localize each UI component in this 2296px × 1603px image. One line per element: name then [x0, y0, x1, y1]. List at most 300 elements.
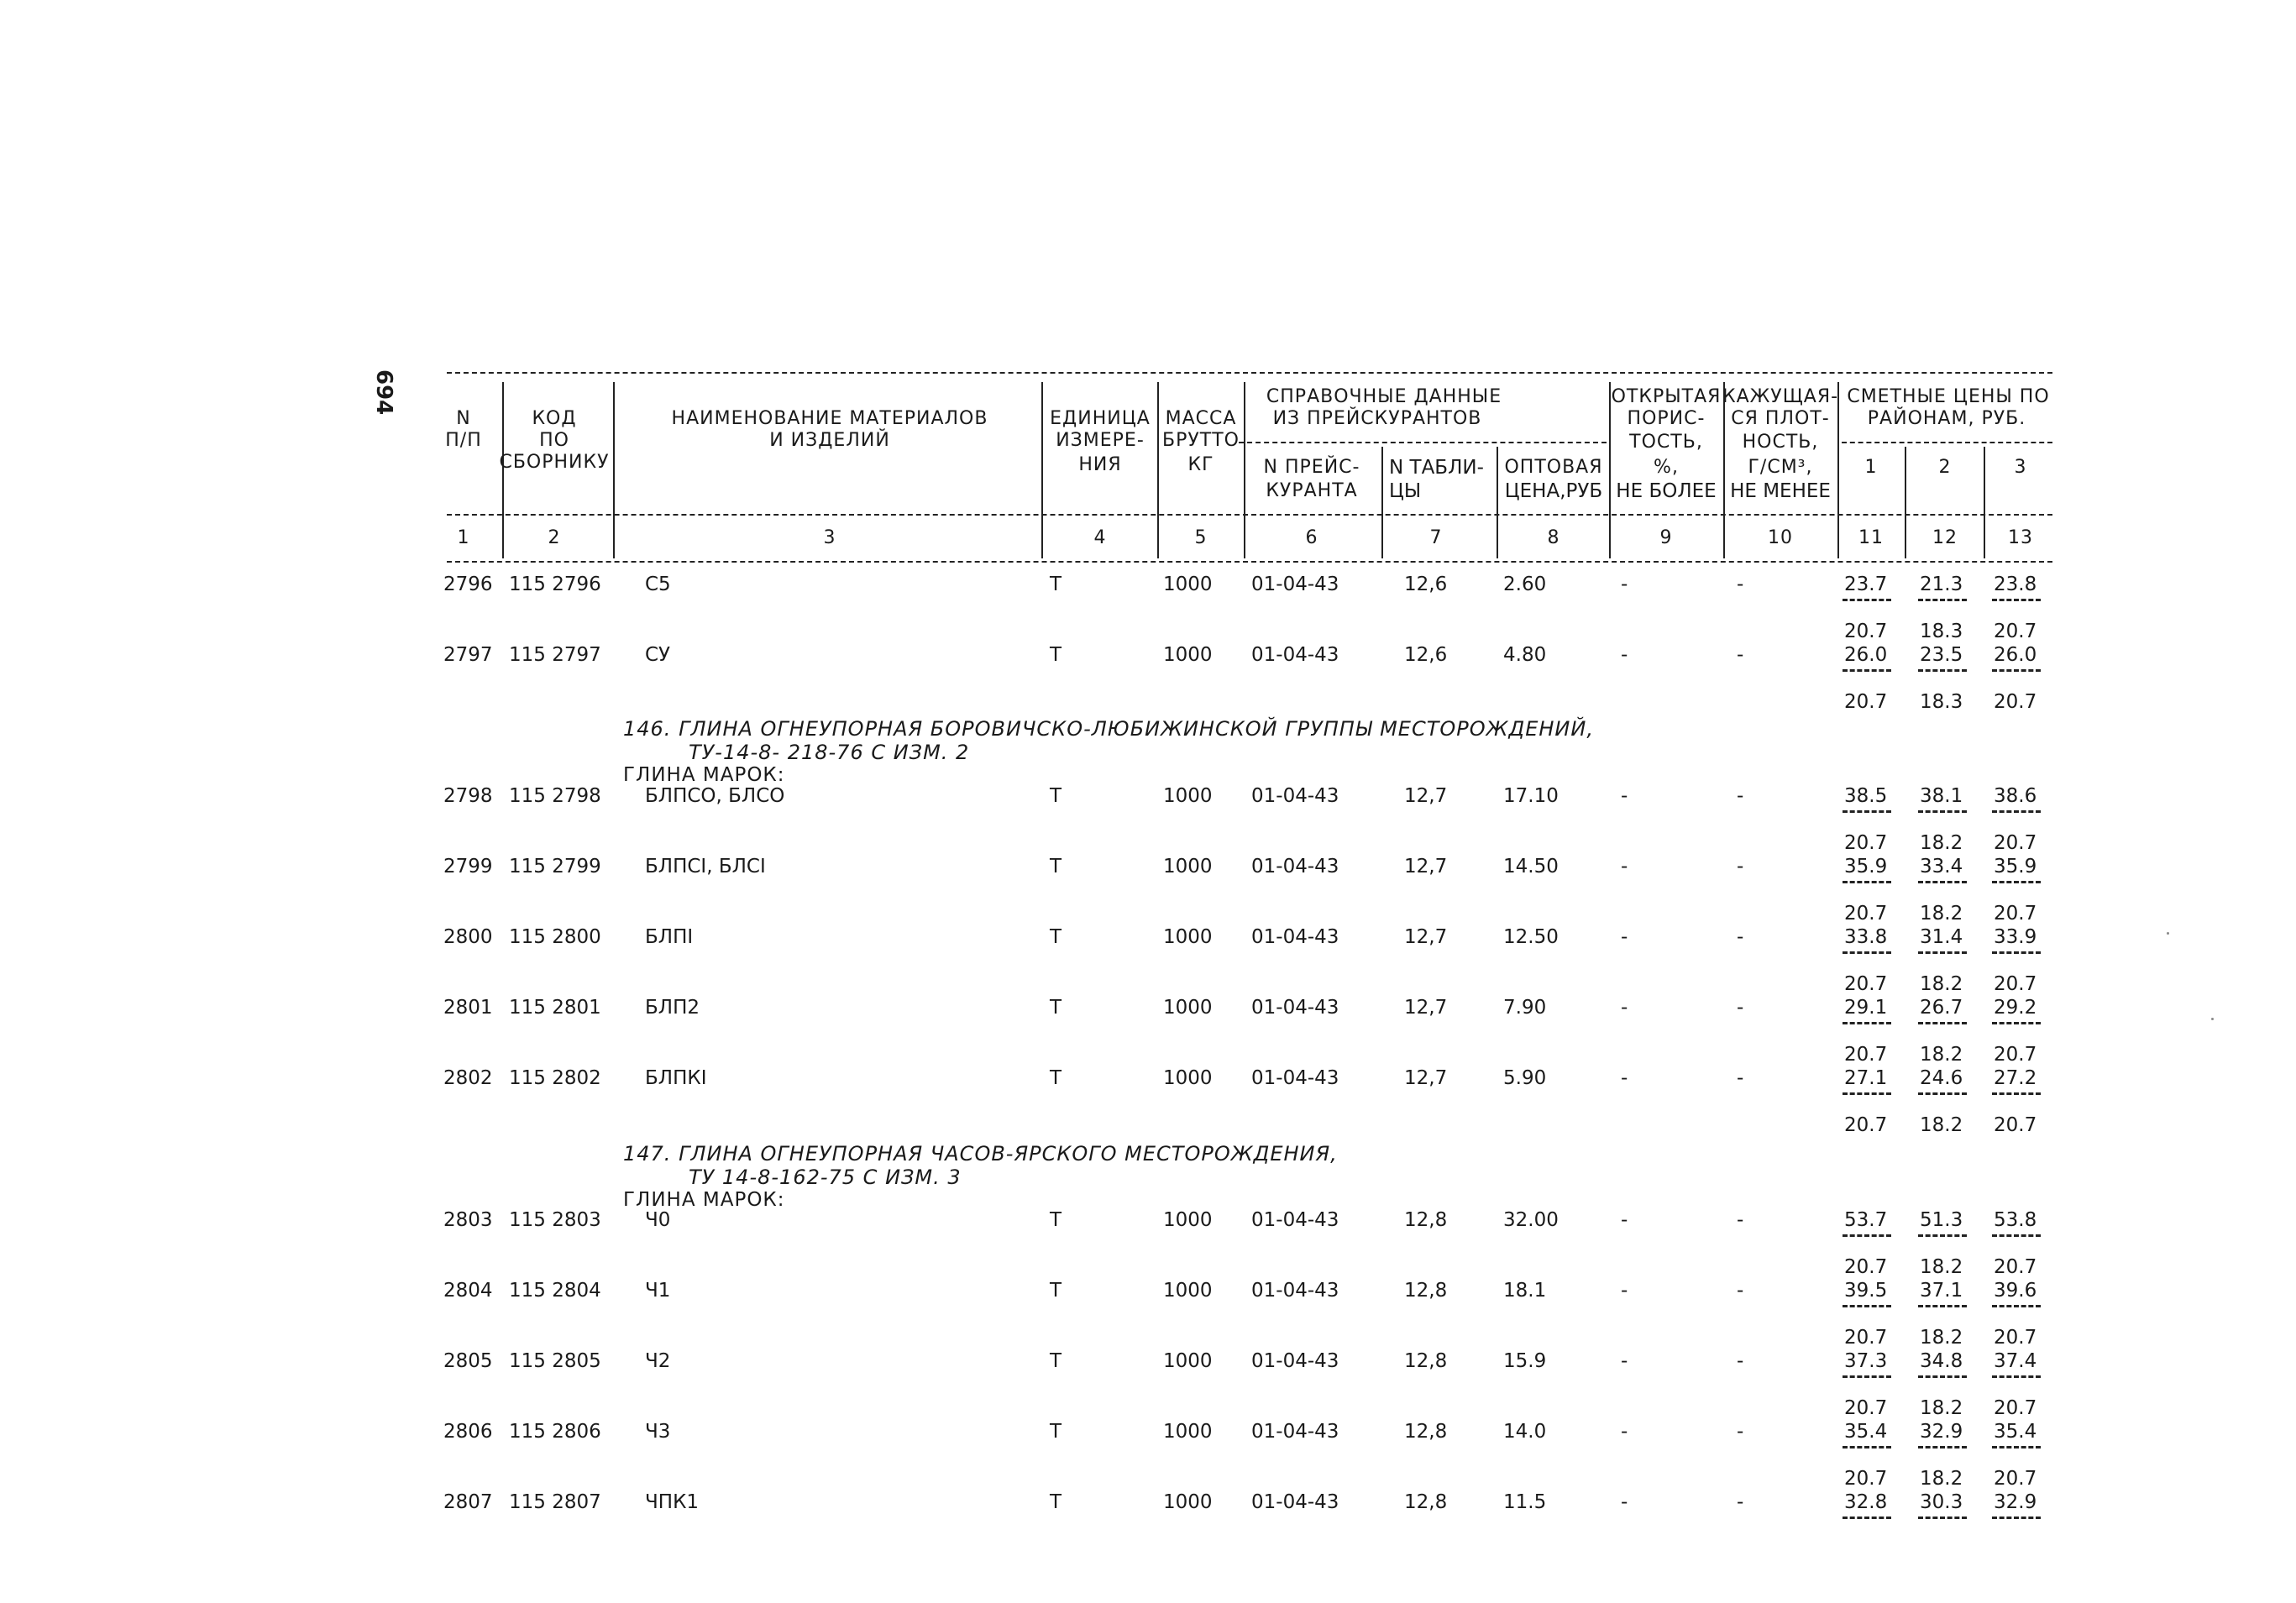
header-region-3: 3 [2014, 457, 2027, 478]
row-price-region-2: 34.8 [1920, 1350, 1963, 1372]
row-unit: Т [1050, 1491, 1062, 1513]
col-number-2: 2 [548, 527, 561, 548]
row-number: 2799 [443, 856, 493, 877]
row-transport-region-2: 18.2 [1920, 1327, 1963, 1349]
header-price-group: СМЕТНЫЕ ЦЕНЫ ПО [1847, 386, 2050, 407]
row-density: - [1737, 574, 1744, 595]
col-divider [1984, 447, 1985, 558]
header-ref-group-line2: ИЗ ПРЕЙСКУРАНТОВ [1272, 408, 1482, 429]
section-title: 147. ГЛИНА ОГНЕУПОРНАЯ ЧАСОВ-ЯРСКОГО МЕСТОРОЖДЕНИЯ, [623, 1142, 1338, 1166]
row-price-region-3: 39.6 [1994, 1280, 2037, 1302]
fraction-line [1843, 1305, 1891, 1307]
fraction-line [1992, 881, 2041, 883]
col-number-1: 1 [457, 527, 470, 548]
fraction-line [1843, 599, 1891, 601]
row-transport-region-3: 20.7 [1994, 621, 2037, 642]
row-wholesale: 2.60 [1503, 574, 1547, 595]
row-price-region-2: 26.7 [1920, 997, 1963, 1019]
row-name: Ч3 [645, 1421, 671, 1443]
row-porosity: - [1621, 856, 1628, 877]
row-table-no: 12,7 [1404, 785, 1448, 807]
row-density: - [1737, 1209, 1744, 1231]
row-price-region-3: 33.9 [1994, 926, 2037, 948]
row-density: - [1737, 856, 1744, 877]
row-code: 115 2807 [509, 1491, 601, 1513]
row-price-region-2: 32.9 [1920, 1421, 1963, 1443]
col-divider [1497, 447, 1498, 558]
row-price-list: 01-04-43 [1251, 926, 1339, 948]
col-number-4: 4 [1093, 527, 1107, 548]
header-unit: ЕДИНИЦА [1050, 408, 1151, 429]
row-price-list: 01-04-43 [1251, 574, 1339, 595]
col-number-9: 9 [1659, 527, 1673, 548]
row-price-list: 01-04-43 [1251, 997, 1339, 1019]
header-wholesale-line2: ЦЕНА,РУБ [1504, 480, 1603, 502]
row-porosity: - [1621, 644, 1628, 666]
header-porosity-line3: ТОСТЬ, [1629, 432, 1703, 453]
col-number-3: 3 [823, 527, 836, 548]
row-name: Ч0 [645, 1209, 671, 1231]
header-region-2: 2 [1938, 457, 1952, 478]
row-price-region-1: 26.0 [1844, 644, 1888, 666]
page-number: 694 [371, 369, 396, 416]
row-wholesale: 14.0 [1503, 1421, 1547, 1443]
col-divider [1244, 382, 1245, 558]
row-table-no: 12,6 [1404, 644, 1448, 666]
row-price-region-1: 35.4 [1844, 1421, 1888, 1443]
row-price-region-2: 31.4 [1920, 926, 1963, 948]
row-transport-region-2: 18.2 [1920, 1468, 1963, 1490]
fraction-line [1918, 1446, 1967, 1448]
row-density: - [1737, 1491, 1744, 1513]
header-porosity-line2: ПОРИС- [1627, 408, 1706, 429]
row-price-region-2: 33.4 [1920, 856, 1963, 877]
header-mass: МАССА [1165, 408, 1237, 429]
row-mass: 1000 [1163, 1421, 1213, 1443]
header-price-list-line2: КУРАНТА [1266, 480, 1358, 501]
row-unit: Т [1050, 1350, 1062, 1372]
price-group-rule [1842, 442, 2052, 443]
fraction-line [1992, 599, 2041, 601]
row-density: - [1737, 997, 1744, 1019]
row-price-region-3: 32.9 [1994, 1491, 2037, 1513]
row-price-region-1: 38.5 [1844, 785, 1888, 807]
section-heading [623, 719, 1594, 785]
row-transport-region-3: 20.7 [1994, 691, 2037, 713]
row-number: 2800 [443, 926, 493, 948]
header-density-line4: Г/СМ³, [1748, 457, 1813, 478]
row-name: ЧПК1 [645, 1491, 700, 1513]
header-price-group-line2: РАЙОНАМ, РУБ. [1867, 408, 2026, 429]
fraction-line [1918, 1092, 1967, 1095]
row-code: 115 2799 [509, 856, 601, 877]
header-mid-rule [447, 514, 2052, 516]
section-spec: ТУ 14-8-162-75 С ИЗМ. 3 [689, 1166, 962, 1189]
row-porosity: - [1621, 1209, 1628, 1231]
row-code: 115 2798 [509, 785, 601, 807]
row-price-list: 01-04-43 [1251, 1491, 1339, 1513]
col-divider [1837, 382, 1839, 558]
row-code: 115 2797 [509, 644, 601, 666]
row-wholesale: 32.00 [1503, 1209, 1559, 1231]
row-transport-region-1: 20.7 [1844, 903, 1888, 925]
row-price-list: 01-04-43 [1251, 785, 1339, 807]
col-number-11: 11 [1858, 527, 1884, 548]
row-transport-region-3: 20.7 [1994, 973, 2037, 995]
row-porosity: - [1621, 997, 1628, 1019]
row-price-region-3: 37.4 [1994, 1350, 2037, 1372]
row-transport-region-1: 20.7 [1844, 973, 1888, 995]
header-price-list: N ПРЕЙС- [1263, 457, 1360, 478]
scan-speck [2167, 932, 2169, 935]
row-number: 2801 [443, 997, 493, 1019]
row-number: 2804 [443, 1280, 493, 1302]
row-unit: Т [1050, 1067, 1062, 1089]
row-transport-region-2: 18.2 [1920, 1397, 1963, 1419]
header-density: КАЖУЩАЯ- [1722, 386, 1839, 407]
row-price-region-1: 39.5 [1844, 1280, 1888, 1302]
row-price-region-2: 21.3 [1920, 574, 1963, 595]
header-code: КОД [532, 408, 577, 429]
row-table-no: 12,7 [1404, 926, 1448, 948]
fraction-line [1918, 881, 1967, 883]
row-price-region-1: 29.1 [1844, 997, 1888, 1019]
fraction-line [1843, 881, 1891, 883]
section-heading [623, 1144, 1338, 1210]
row-code: 115 2804 [509, 1280, 601, 1302]
header-table-no-line2: ЦЫ [1389, 480, 1422, 502]
row-unit: Т [1050, 997, 1062, 1019]
header-name-line2: И ИЗДЕЛИЙ [769, 430, 890, 451]
row-transport-region-1: 20.7 [1844, 1468, 1888, 1490]
row-wholesale: 5.90 [1503, 1067, 1547, 1089]
section-title: 146. ГЛИНА ОГНЕУПОРНАЯ БОРОВИЧСКО-ЛЮБИЖИНСКОЙ ГРУППЫ МЕСТОРОЖДЕНИЙ, [623, 717, 1594, 741]
fraction-line [1992, 669, 2041, 672]
row-price-region-3: 26.0 [1994, 644, 2037, 666]
row-mass: 1000 [1163, 926, 1213, 948]
row-transport-region-2: 18.2 [1920, 832, 1963, 854]
row-number: 2796 [443, 574, 493, 595]
row-mass: 1000 [1163, 785, 1213, 807]
header-mass-line2: БРУТТО [1162, 430, 1240, 451]
row-wholesale: 18.1 [1503, 1280, 1547, 1302]
scan-speck [2211, 1018, 2214, 1020]
row-name: С5 [645, 574, 671, 595]
row-density: - [1737, 926, 1744, 948]
row-price-list: 01-04-43 [1251, 1421, 1339, 1443]
row-transport-region-3: 20.7 [1994, 1327, 2037, 1349]
row-porosity: - [1621, 785, 1628, 807]
fraction-line [1843, 1375, 1891, 1378]
row-transport-region-1: 20.7 [1844, 691, 1888, 713]
row-transport-region-3: 20.7 [1994, 1044, 2037, 1066]
row-porosity: - [1621, 1280, 1628, 1302]
fraction-line [1992, 1022, 2041, 1024]
col-number-13: 13 [2008, 527, 2033, 548]
header-table-no: N ТАБЛИ- [1389, 457, 1484, 479]
row-wholesale: 12.50 [1503, 926, 1559, 948]
row-table-no: 12,7 [1404, 997, 1448, 1019]
row-name: БЛПКI [645, 1067, 707, 1089]
row-unit: Т [1050, 785, 1062, 807]
header-density-line2: СЯ ПЛОТ- [1731, 408, 1830, 429]
row-mass: 1000 [1163, 1209, 1213, 1231]
row-price-list: 01-04-43 [1251, 1280, 1339, 1302]
row-price-region-3: 38.6 [1994, 785, 2037, 807]
row-transport-region-3: 20.7 [1994, 1468, 2037, 1490]
fraction-line [1918, 1022, 1967, 1024]
row-code: 115 2800 [509, 926, 601, 948]
fraction-line [1843, 951, 1891, 954]
row-name: БЛП2 [645, 997, 700, 1019]
row-price-list: 01-04-43 [1251, 1350, 1339, 1372]
row-table-no: 12,8 [1404, 1491, 1448, 1513]
fraction-line [1843, 1446, 1891, 1448]
row-porosity: - [1621, 1421, 1628, 1443]
fraction-line [1992, 810, 2041, 813]
row-wholesale: 11.5 [1503, 1491, 1547, 1513]
col-number-8: 8 [1547, 527, 1560, 548]
fraction-line [1843, 1517, 1891, 1519]
row-mass: 1000 [1163, 1067, 1213, 1089]
row-transport-region-3: 20.7 [1994, 1114, 2037, 1136]
fraction-line [1918, 669, 1967, 672]
row-name: СУ [645, 644, 671, 666]
row-mass: 1000 [1163, 997, 1213, 1019]
header-density-line3: НОСТЬ, [1742, 432, 1819, 453]
row-code: 115 2803 [509, 1209, 601, 1231]
row-unit: Т [1050, 1280, 1062, 1302]
row-transport-region-2: 18.2 [1920, 973, 1963, 995]
row-price-region-3: 29.2 [1994, 997, 2037, 1019]
row-name: Ч1 [645, 1280, 671, 1302]
row-price-region-1: 32.8 [1844, 1491, 1888, 1513]
col-divider [1905, 447, 1906, 558]
row-transport-region-2: 18.2 [1920, 1114, 1963, 1136]
row-name: БЛПСI, БЛСI [645, 856, 766, 877]
ref-group-rule [1239, 442, 1607, 443]
row-price-region-2: 38.1 [1920, 785, 1963, 807]
fraction-line [1843, 669, 1891, 672]
header-porosity-line4: %, [1654, 457, 1679, 478]
row-transport-region-3: 20.7 [1994, 1256, 2037, 1278]
row-wholesale: 15.9 [1503, 1350, 1547, 1372]
row-porosity: - [1621, 1067, 1628, 1089]
row-density: - [1737, 1421, 1744, 1443]
row-number: 2805 [443, 1350, 493, 1372]
header-porosity: ОТКРЫТАЯ [1611, 386, 1722, 407]
row-mass: 1000 [1163, 644, 1213, 666]
row-price-region-1: 35.9 [1844, 856, 1888, 877]
row-transport-region-1: 20.7 [1844, 1044, 1888, 1066]
row-table-no: 12,8 [1404, 1421, 1448, 1443]
col-number-5: 5 [1194, 527, 1208, 548]
row-number: 2802 [443, 1067, 493, 1089]
row-price-region-2: 37.1 [1920, 1280, 1963, 1302]
header-code-line3: СБОРНИКУ [499, 452, 610, 473]
fraction-line [1992, 1446, 2041, 1448]
row-density: - [1737, 1280, 1744, 1302]
row-price-region-1: 37.3 [1844, 1350, 1888, 1372]
row-transport-region-1: 20.7 [1844, 1327, 1888, 1349]
fraction-line [1992, 1305, 2041, 1307]
col-number-10: 10 [1768, 527, 1793, 548]
row-number: 2798 [443, 785, 493, 807]
row-code: 115 2802 [509, 1067, 601, 1089]
row-wholesale: 17.10 [1503, 785, 1559, 807]
row-porosity: - [1621, 1491, 1628, 1513]
row-name: БЛПI [645, 926, 694, 948]
row-transport-region-3: 20.7 [1994, 832, 2037, 854]
col-number-7: 7 [1429, 527, 1443, 548]
row-wholesale: 4.80 [1503, 644, 1547, 666]
row-unit: Т [1050, 926, 1062, 948]
row-density: - [1737, 785, 1744, 807]
col-divider [1723, 382, 1725, 558]
row-price-region-3: 35.4 [1994, 1421, 2037, 1443]
row-transport-region-2: 18.2 [1920, 903, 1963, 925]
col-divider [1157, 382, 1159, 558]
row-code: 115 2796 [509, 574, 601, 595]
row-transport-region-2: 18.2 [1920, 1044, 1963, 1066]
row-transport-region-3: 20.7 [1994, 903, 2037, 925]
fraction-line [1843, 810, 1891, 813]
row-table-no: 12,7 [1404, 856, 1448, 877]
row-transport-region-1: 20.7 [1844, 621, 1888, 642]
row-number: 2803 [443, 1209, 493, 1231]
fraction-line [1992, 1375, 2041, 1378]
row-table-no: 12,7 [1404, 1067, 1448, 1089]
header-mass-line3: КГ [1187, 454, 1214, 475]
row-price-region-2: 23.5 [1920, 644, 1963, 666]
fraction-line [1992, 1234, 2041, 1237]
row-number: 2807 [443, 1491, 493, 1513]
row-price-region-1: 23.7 [1844, 574, 1888, 595]
row-density: - [1737, 1350, 1744, 1372]
fraction-line [1992, 1092, 2041, 1095]
row-price-region-3: 53.8 [1994, 1209, 2037, 1231]
header-wholesale: ОПТОВАЯ [1504, 457, 1603, 478]
row-table-no: 12,6 [1404, 574, 1448, 595]
fraction-line [1843, 1234, 1891, 1237]
row-porosity: - [1621, 574, 1628, 595]
row-mass: 1000 [1163, 856, 1213, 877]
row-price-region-3: 27.2 [1994, 1067, 2037, 1089]
row-price-region-1: 53.7 [1844, 1209, 1888, 1231]
header-ref-group: СПРАВОЧНЫЕ ДАННЫЕ [1266, 386, 1502, 407]
header-porosity-line5: НЕ БОЛЕЕ [1616, 480, 1717, 502]
header-top-rule [447, 372, 2052, 374]
row-transport-region-2: 18.3 [1920, 691, 1963, 713]
fraction-line [1918, 1375, 1967, 1378]
row-unit: Т [1050, 1209, 1062, 1231]
row-price-list: 01-04-43 [1251, 1209, 1339, 1231]
row-transport-region-2: 18.3 [1920, 621, 1963, 642]
row-mass: 1000 [1163, 1491, 1213, 1513]
row-unit: Т [1050, 574, 1062, 595]
row-name: Ч2 [645, 1350, 671, 1372]
row-transport-region-1: 20.7 [1844, 1397, 1888, 1419]
col-divider [1381, 447, 1383, 558]
header-unit-line2: ИЗМЕРЕ- [1056, 430, 1145, 451]
section-grades-label: ГЛИНА МАРОК: [623, 1189, 785, 1211]
header-code-line2: ПО [539, 430, 569, 451]
row-code: 115 2801 [509, 997, 601, 1019]
header-unit-line3: НИЯ [1078, 454, 1122, 475]
col-divider [613, 382, 615, 558]
fraction-line [1918, 951, 1967, 954]
col-divider [1041, 382, 1043, 558]
row-code: 115 2806 [509, 1421, 601, 1443]
row-table-no: 12,8 [1404, 1209, 1448, 1231]
row-mass: 1000 [1163, 1280, 1213, 1302]
row-name: БЛПСО, БЛСО [645, 785, 785, 807]
row-price-list: 01-04-43 [1251, 1067, 1339, 1089]
fraction-line [1918, 1305, 1967, 1307]
row-mass: 1000 [1163, 1350, 1213, 1372]
row-table-no: 12,8 [1404, 1350, 1448, 1372]
col-number-12: 12 [1932, 527, 1958, 548]
row-price-region-1: 33.8 [1844, 926, 1888, 948]
fraction-line [1918, 1234, 1967, 1237]
row-number: 2797 [443, 644, 493, 666]
header-bottom-rule [447, 561, 2052, 563]
fraction-line [1918, 599, 1967, 601]
row-price-list: 01-04-43 [1251, 644, 1339, 666]
row-unit: Т [1050, 856, 1062, 877]
header-density-line5: НЕ МЕНЕЕ [1730, 480, 1831, 502]
section-spec: ТУ-14-8- 218-76 С ИЗМ. 2 [689, 741, 970, 764]
row-wholesale: 14.50 [1503, 856, 1559, 877]
col-divider [1609, 382, 1611, 558]
row-unit: Т [1050, 1421, 1062, 1443]
row-price-region-1: 27.1 [1844, 1067, 1888, 1089]
row-price-region-2: 24.6 [1920, 1067, 1963, 1089]
row-density: - [1737, 644, 1744, 666]
row-price-region-3: 23.8 [1994, 574, 2037, 595]
row-price-region-2: 51.3 [1920, 1209, 1963, 1231]
row-porosity: - [1621, 1350, 1628, 1372]
header-region-1: 1 [1864, 457, 1878, 478]
section-grades-label: ГЛИНА МАРОК: [623, 764, 785, 786]
header-name: НАИМЕНОВАНИЕ МАТЕРИАЛОВ [671, 408, 988, 429]
row-number: 2806 [443, 1421, 493, 1443]
fraction-line [1992, 951, 2041, 954]
col-number-6: 6 [1305, 527, 1318, 548]
row-table-no: 12,8 [1404, 1280, 1448, 1302]
row-transport-region-1: 20.7 [1844, 1114, 1888, 1136]
row-price-list: 01-04-43 [1251, 856, 1339, 877]
row-transport-region-3: 20.7 [1994, 1397, 2037, 1419]
row-code: 115 2805 [509, 1350, 601, 1372]
row-density: - [1737, 1067, 1744, 1089]
fraction-line [1843, 1092, 1891, 1095]
row-transport-region-2: 18.2 [1920, 1256, 1963, 1278]
row-transport-region-1: 20.7 [1844, 1256, 1888, 1278]
header-n: N [456, 408, 471, 429]
fraction-line [1992, 1517, 2041, 1519]
fraction-line [1843, 1022, 1891, 1024]
row-unit: Т [1050, 644, 1062, 666]
fraction-line [1918, 1517, 1967, 1519]
row-transport-region-1: 20.7 [1844, 832, 1888, 854]
header-n-line2: П/П [445, 430, 482, 451]
row-mass: 1000 [1163, 574, 1213, 595]
row-price-region-2: 30.3 [1920, 1491, 1963, 1513]
fraction-line [1918, 810, 1967, 813]
row-porosity: - [1621, 926, 1628, 948]
row-price-region-3: 35.9 [1994, 856, 2037, 877]
